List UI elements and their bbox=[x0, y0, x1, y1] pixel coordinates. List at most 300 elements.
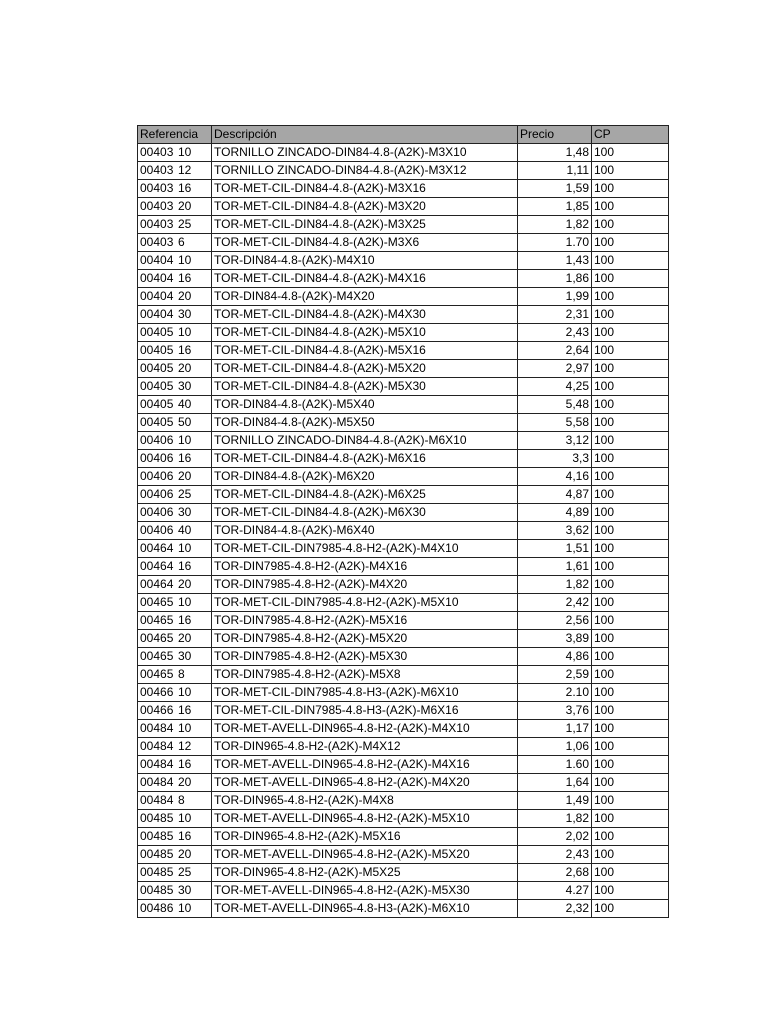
ref-code: 00405 bbox=[140, 415, 174, 429]
cell-descripcion: TOR-DIN84-4.8-(A2K)-M5X50 bbox=[212, 414, 518, 432]
table-row bbox=[138, 288, 669, 306]
cell-descripcion: TOR-DIN84-4.8-(A2K)-M4X10 bbox=[212, 252, 518, 270]
cell-cp: 100 bbox=[592, 864, 669, 882]
ref-size: 16 bbox=[178, 181, 192, 195]
ref-code: 00464 bbox=[140, 541, 174, 555]
cell-descripcion: TOR-MET-CIL-DIN84-4.8-(A2K)-M6X25 bbox=[212, 486, 518, 504]
cell-cp: 100 bbox=[592, 882, 669, 900]
table-row bbox=[138, 594, 669, 612]
cell-referencia bbox=[138, 810, 212, 828]
ref-size: 10 bbox=[178, 901, 192, 915]
cell-referencia bbox=[138, 360, 212, 378]
cell-cp: 100 bbox=[592, 378, 669, 396]
ref-code: 00406 bbox=[140, 505, 174, 519]
table-row bbox=[138, 810, 669, 828]
cell-precio: 2,68 bbox=[518, 864, 592, 882]
ref-size: 25 bbox=[178, 865, 192, 879]
ref-size: 20 bbox=[178, 577, 192, 591]
table-row bbox=[138, 666, 669, 684]
ref-size: 16 bbox=[178, 703, 192, 717]
table-row bbox=[138, 540, 669, 558]
cell-precio: 1.70 bbox=[518, 234, 592, 252]
table-row bbox=[138, 522, 669, 540]
ref-code: 00406 bbox=[140, 433, 174, 447]
table-row bbox=[138, 630, 669, 648]
cell-cp: 100 bbox=[592, 414, 669, 432]
ref-size: 16 bbox=[178, 271, 192, 285]
cell-precio: 1,48 bbox=[518, 144, 592, 162]
cell-descripcion: TOR-DIN965-4.8-H2-(A2K)-M4X12 bbox=[212, 738, 518, 756]
cell-cp: 100 bbox=[592, 216, 669, 234]
cell-referencia bbox=[138, 774, 212, 792]
ref-code: 00405 bbox=[140, 379, 174, 393]
price-table bbox=[137, 125, 669, 918]
cell-precio: 1,82 bbox=[518, 216, 592, 234]
cell-descripcion: TOR-MET-AVELL-DIN965-4.8-H2-(A2K)-M4X10 bbox=[212, 720, 518, 738]
ref-size: 20 bbox=[178, 469, 192, 483]
cell-precio: 1,43 bbox=[518, 252, 592, 270]
ref-code: 00485 bbox=[140, 829, 174, 843]
cell-referencia bbox=[138, 576, 212, 594]
cell-precio: 2,32 bbox=[518, 900, 592, 918]
table-row bbox=[138, 342, 669, 360]
table-row bbox=[138, 414, 669, 432]
ref-code: 00485 bbox=[140, 883, 174, 897]
cell-referencia bbox=[138, 630, 212, 648]
ref-size: 10 bbox=[178, 811, 192, 825]
table-row bbox=[138, 756, 669, 774]
table-row bbox=[138, 792, 669, 810]
ref-code: 00405 bbox=[140, 397, 174, 411]
cell-cp: 100 bbox=[592, 504, 669, 522]
cell-referencia bbox=[138, 612, 212, 630]
ref-code: 00405 bbox=[140, 325, 174, 339]
cell-referencia bbox=[138, 162, 212, 180]
ref-code: 00406 bbox=[140, 523, 174, 537]
cell-cp: 100 bbox=[592, 756, 669, 774]
table-row bbox=[138, 702, 669, 720]
cell-cp: 100 bbox=[592, 432, 669, 450]
cell-descripcion: TOR-MET-CIL-DIN84-4.8-(A2K)-M6X30 bbox=[212, 504, 518, 522]
table-row bbox=[138, 882, 669, 900]
cell-descripcion: TOR-MET-CIL-DIN84-4.8-(A2K)-M4X16 bbox=[212, 270, 518, 288]
ref-size: 40 bbox=[178, 397, 192, 411]
cell-referencia bbox=[138, 504, 212, 522]
cell-cp: 100 bbox=[592, 828, 669, 846]
ref-size: 20 bbox=[178, 847, 192, 861]
cell-referencia bbox=[138, 900, 212, 918]
cell-precio: 1,85 bbox=[518, 198, 592, 216]
ref-code: 00465 bbox=[140, 613, 174, 627]
cell-referencia bbox=[138, 540, 212, 558]
ref-size: 20 bbox=[178, 199, 192, 213]
cell-referencia bbox=[138, 414, 212, 432]
cell-cp: 100 bbox=[592, 738, 669, 756]
ref-code: 00484 bbox=[140, 775, 174, 789]
table-row bbox=[138, 738, 669, 756]
ref-size: 10 bbox=[178, 433, 192, 447]
cell-referencia bbox=[138, 342, 212, 360]
ref-size: 40 bbox=[178, 523, 192, 537]
ref-code: 00465 bbox=[140, 595, 174, 609]
ref-code: 00485 bbox=[140, 865, 174, 879]
cell-cp: 100 bbox=[592, 774, 669, 792]
cell-precio: 4.27 bbox=[518, 882, 592, 900]
cell-precio: 1,99 bbox=[518, 288, 592, 306]
ref-size: 30 bbox=[178, 379, 192, 393]
cell-precio: 2,56 bbox=[518, 612, 592, 630]
cell-cp: 100 bbox=[592, 450, 669, 468]
cell-cp: 100 bbox=[592, 540, 669, 558]
ref-code: 00464 bbox=[140, 577, 174, 591]
cell-referencia bbox=[138, 792, 212, 810]
ref-size: 30 bbox=[178, 649, 192, 663]
cell-precio: 3,12 bbox=[518, 432, 592, 450]
ref-code: 00484 bbox=[140, 757, 174, 771]
table-body bbox=[138, 144, 669, 918]
cell-descripcion: TOR-MET-AVELL-DIN965-4.8-H2-(A2K)-M4X16 bbox=[212, 756, 518, 774]
cell-cp: 100 bbox=[592, 594, 669, 612]
cell-precio: 3,62 bbox=[518, 522, 592, 540]
ref-size: 8 bbox=[178, 667, 185, 681]
ref-size: 10 bbox=[178, 595, 192, 609]
cell-cp: 100 bbox=[592, 702, 669, 720]
cell-precio: 1,61 bbox=[518, 558, 592, 576]
cell-cp: 100 bbox=[592, 630, 669, 648]
cell-referencia bbox=[138, 756, 212, 774]
cell-descripcion: TOR-DIN84-4.8-(A2K)-M6X20 bbox=[212, 468, 518, 486]
cell-precio: 2,64 bbox=[518, 342, 592, 360]
cell-descripcion: TOR-DIN7985-4.8-H2-(A2K)-M4X20 bbox=[212, 576, 518, 594]
cell-precio: 4,87 bbox=[518, 486, 592, 504]
cell-precio: 1,82 bbox=[518, 810, 592, 828]
table-row bbox=[138, 648, 669, 666]
cell-referencia bbox=[138, 180, 212, 198]
table-row bbox=[138, 612, 669, 630]
ref-code: 00405 bbox=[140, 343, 174, 357]
cell-descripcion: TOR-MET-CIL-DIN84-4.8-(A2K)-M3X25 bbox=[212, 216, 518, 234]
ref-size: 10 bbox=[178, 685, 192, 699]
cell-referencia bbox=[138, 288, 212, 306]
column-header-cp: CP bbox=[592, 126, 669, 144]
cell-cp: 100 bbox=[592, 180, 669, 198]
cell-cp: 100 bbox=[592, 792, 669, 810]
cell-descripcion: TOR-MET-CIL-DIN7985-4.8-H2-(A2K)-M5X10 bbox=[212, 594, 518, 612]
cell-precio: 5,48 bbox=[518, 396, 592, 414]
cell-descripcion: TOR-MET-AVELL-DIN965-4.8-H2-(A2K)-M4X20 bbox=[212, 774, 518, 792]
cell-precio: 1,17 bbox=[518, 720, 592, 738]
table-row bbox=[138, 720, 669, 738]
ref-code: 00484 bbox=[140, 739, 174, 753]
cell-referencia bbox=[138, 396, 212, 414]
table-row bbox=[138, 576, 669, 594]
cell-referencia bbox=[138, 864, 212, 882]
table-row bbox=[138, 234, 669, 252]
ref-size: 10 bbox=[178, 325, 192, 339]
table-row bbox=[138, 504, 669, 522]
cell-cp: 100 bbox=[592, 810, 669, 828]
cell-cp: 100 bbox=[592, 162, 669, 180]
ref-code: 00484 bbox=[140, 721, 174, 735]
cell-referencia bbox=[138, 882, 212, 900]
cell-referencia bbox=[138, 144, 212, 162]
cell-referencia bbox=[138, 270, 212, 288]
cell-descripcion: TOR-DIN965-4.8-H2-(A2K)-M4X8 bbox=[212, 792, 518, 810]
cell-precio: 2,42 bbox=[518, 594, 592, 612]
cell-cp: 100 bbox=[592, 522, 669, 540]
cell-descripcion: TOR-MET-CIL-DIN84-4.8-(A2K)-M5X20 bbox=[212, 360, 518, 378]
ref-code: 00465 bbox=[140, 667, 174, 681]
cell-descripcion: TOR-DIN84-4.8-(A2K)-M4X20 bbox=[212, 288, 518, 306]
ref-code: 00404 bbox=[140, 253, 174, 267]
cell-precio: 1,59 bbox=[518, 180, 592, 198]
cell-descripcion: TOR-MET-CIL-DIN84-4.8-(A2K)-M5X30 bbox=[212, 378, 518, 396]
cell-precio: 1,11 bbox=[518, 162, 592, 180]
ref-size: 16 bbox=[178, 343, 192, 357]
cell-precio: 5,58 bbox=[518, 414, 592, 432]
ref-size: 30 bbox=[178, 307, 192, 321]
ref-code: 00403 bbox=[140, 163, 174, 177]
ref-code: 00403 bbox=[140, 235, 174, 249]
cell-descripcion: TOR-DIN965-4.8-H2-(A2K)-M5X16 bbox=[212, 828, 518, 846]
cell-referencia bbox=[138, 684, 212, 702]
cell-descripcion: TOR-MET-CIL-DIN7985-4.8-H2-(A2K)-M4X10 bbox=[212, 540, 518, 558]
cell-referencia bbox=[138, 450, 212, 468]
cell-cp: 100 bbox=[592, 306, 669, 324]
table-row bbox=[138, 396, 669, 414]
cell-precio: 2,43 bbox=[518, 846, 592, 864]
ref-size: 20 bbox=[178, 361, 192, 375]
cell-descripcion: TOR-MET-CIL-DIN84-4.8-(A2K)-M3X6 bbox=[212, 234, 518, 252]
ref-size: 10 bbox=[178, 145, 192, 159]
cell-referencia bbox=[138, 468, 212, 486]
cell-cp: 100 bbox=[592, 396, 669, 414]
ref-code: 00403 bbox=[140, 217, 174, 231]
cell-referencia bbox=[138, 702, 212, 720]
cell-descripcion: TOR-MET-CIL-DIN84-4.8-(A2K)-M3X20 bbox=[212, 198, 518, 216]
ref-code: 00404 bbox=[140, 307, 174, 321]
cell-precio: 2.10 bbox=[518, 684, 592, 702]
cell-precio: 2,97 bbox=[518, 360, 592, 378]
ref-code: 00465 bbox=[140, 631, 174, 645]
cell-precio: 4,89 bbox=[518, 504, 592, 522]
ref-size: 16 bbox=[178, 613, 192, 627]
cell-referencia bbox=[138, 216, 212, 234]
cell-precio: 2,31 bbox=[518, 306, 592, 324]
ref-code: 00404 bbox=[140, 289, 174, 303]
cell-descripcion: TORNILLO ZINCADO-DIN84-4.8-(A2K)-M3X10 bbox=[212, 144, 518, 162]
ref-code: 00406 bbox=[140, 451, 174, 465]
table-row bbox=[138, 216, 669, 234]
cell-descripcion: TOR-MET-CIL-DIN84-4.8-(A2K)-M6X16 bbox=[212, 450, 518, 468]
ref-code: 00464 bbox=[140, 559, 174, 573]
cell-precio: 4,25 bbox=[518, 378, 592, 396]
cell-precio: 2,59 bbox=[518, 666, 592, 684]
ref-code: 00404 bbox=[140, 271, 174, 285]
table-row bbox=[138, 468, 669, 486]
ref-code: 00485 bbox=[140, 847, 174, 861]
ref-code: 00403 bbox=[140, 199, 174, 213]
ref-code: 00405 bbox=[140, 361, 174, 375]
cell-referencia bbox=[138, 378, 212, 396]
ref-size: 20 bbox=[178, 775, 192, 789]
ref-size: 25 bbox=[178, 487, 192, 501]
cell-precio: 4,16 bbox=[518, 468, 592, 486]
table-row bbox=[138, 270, 669, 288]
table-row bbox=[138, 198, 669, 216]
column-header-descripcion: Descripción bbox=[212, 126, 518, 144]
table-row bbox=[138, 684, 669, 702]
ref-size: 10 bbox=[178, 541, 192, 555]
table-row bbox=[138, 306, 669, 324]
ref-code: 00406 bbox=[140, 469, 174, 483]
ref-code: 00485 bbox=[140, 811, 174, 825]
table-row bbox=[138, 180, 669, 198]
cell-descripcion: TOR-MET-CIL-DIN7985-4.8-H3-(A2K)-M6X10 bbox=[212, 684, 518, 702]
cell-precio: 1,06 bbox=[518, 738, 592, 756]
cell-descripcion: TOR-MET-AVELL-DIN965-4.8-H2-(A2K)-M5X20 bbox=[212, 846, 518, 864]
table-row bbox=[138, 828, 669, 846]
cell-descripcion: TOR-DIN965-4.8-H2-(A2K)-M5X25 bbox=[212, 864, 518, 882]
ref-size: 20 bbox=[178, 289, 192, 303]
ref-code: 00403 bbox=[140, 145, 174, 159]
cell-descripcion: TORNILLO ZINCADO-DIN84-4.8-(A2K)-M3X12 bbox=[212, 162, 518, 180]
ref-size: 16 bbox=[178, 829, 192, 843]
cell-descripcion: TOR-DIN7985-4.8-H2-(A2K)-M5X30 bbox=[212, 648, 518, 666]
ref-size: 10 bbox=[178, 253, 192, 267]
price-list-sheet bbox=[137, 125, 669, 918]
cell-cp: 100 bbox=[592, 288, 669, 306]
cell-descripcion: TOR-MET-AVELL-DIN965-4.8-H3-(A2K)-M6X10 bbox=[212, 900, 518, 918]
header-row bbox=[138, 126, 669, 144]
cell-precio: 4,86 bbox=[518, 648, 592, 666]
table-row bbox=[138, 450, 669, 468]
cell-descripcion: TOR-MET-AVELL-DIN965-4.8-H2-(A2K)-M5X30 bbox=[212, 882, 518, 900]
ref-size: 16 bbox=[178, 757, 192, 771]
table-row bbox=[138, 774, 669, 792]
cell-descripcion: TOR-DIN84-4.8-(A2K)-M6X40 bbox=[212, 522, 518, 540]
cell-precio: 3,76 bbox=[518, 702, 592, 720]
cell-cp: 100 bbox=[592, 576, 669, 594]
ref-code: 00465 bbox=[140, 649, 174, 663]
column-header-referencia: Referencia bbox=[138, 126, 212, 144]
table-row bbox=[138, 360, 669, 378]
cell-cp: 100 bbox=[592, 666, 669, 684]
table-row bbox=[138, 846, 669, 864]
cell-referencia bbox=[138, 666, 212, 684]
cell-referencia bbox=[138, 234, 212, 252]
column-header-precio: Precio bbox=[518, 126, 592, 144]
ref-size: 20 bbox=[178, 631, 192, 645]
cell-cp: 100 bbox=[592, 198, 669, 216]
ref-size: 50 bbox=[178, 415, 192, 429]
cell-referencia bbox=[138, 828, 212, 846]
table-row bbox=[138, 900, 669, 918]
cell-referencia bbox=[138, 558, 212, 576]
cell-precio: 2,02 bbox=[518, 828, 592, 846]
cell-referencia bbox=[138, 738, 212, 756]
cell-referencia bbox=[138, 486, 212, 504]
ref-code: 00486 bbox=[140, 901, 174, 915]
cell-cp: 100 bbox=[592, 846, 669, 864]
cell-cp: 100 bbox=[592, 252, 669, 270]
ref-size: 16 bbox=[178, 451, 192, 465]
table-row bbox=[138, 558, 669, 576]
cell-cp: 100 bbox=[592, 720, 669, 738]
cell-cp: 100 bbox=[592, 558, 669, 576]
cell-descripcion: TOR-MET-CIL-DIN84-4.8-(A2K)-M5X16 bbox=[212, 342, 518, 360]
cell-referencia bbox=[138, 252, 212, 270]
ref-code: 00403 bbox=[140, 181, 174, 195]
cell-descripcion: TOR-DIN84-4.8-(A2K)-M5X40 bbox=[212, 396, 518, 414]
cell-cp: 100 bbox=[592, 234, 669, 252]
ref-code: 00466 bbox=[140, 703, 174, 717]
cell-descripcion: TOR-MET-CIL-DIN7985-4.8-H3-(A2K)-M6X16 bbox=[212, 702, 518, 720]
ref-size: 12 bbox=[178, 163, 192, 177]
cell-descripcion: TOR-MET-CIL-DIN84-4.8-(A2K)-M3X16 bbox=[212, 180, 518, 198]
cell-precio: 3,3 bbox=[518, 450, 592, 468]
cell-precio: 1,51 bbox=[518, 540, 592, 558]
ref-size: 6 bbox=[178, 235, 185, 249]
ref-code: 00484 bbox=[140, 793, 174, 807]
cell-cp: 100 bbox=[592, 360, 669, 378]
cell-referencia bbox=[138, 306, 212, 324]
table-row bbox=[138, 144, 669, 162]
cell-cp: 100 bbox=[592, 648, 669, 666]
cell-precio: 1,82 bbox=[518, 576, 592, 594]
cell-referencia bbox=[138, 720, 212, 738]
cell-referencia bbox=[138, 432, 212, 450]
cell-referencia bbox=[138, 522, 212, 540]
table-row bbox=[138, 162, 669, 180]
ref-code: 00406 bbox=[140, 487, 174, 501]
cell-descripcion: TOR-DIN7985-4.8-H2-(A2K)-M4X16 bbox=[212, 558, 518, 576]
ref-size: 10 bbox=[178, 721, 192, 735]
ref-code: 00466 bbox=[140, 685, 174, 699]
cell-cp: 100 bbox=[592, 270, 669, 288]
cell-referencia bbox=[138, 198, 212, 216]
cell-referencia bbox=[138, 648, 212, 666]
cell-cp: 100 bbox=[592, 324, 669, 342]
table-row bbox=[138, 252, 669, 270]
cell-cp: 100 bbox=[592, 900, 669, 918]
table-header bbox=[138, 126, 669, 144]
ref-size: 12 bbox=[178, 739, 192, 753]
cell-cp: 100 bbox=[592, 486, 669, 504]
cell-descripcion: TOR-MET-CIL-DIN84-4.8-(A2K)-M5X10 bbox=[212, 324, 518, 342]
cell-descripcion: TOR-MET-AVELL-DIN965-4.8-H2-(A2K)-M5X10 bbox=[212, 810, 518, 828]
cell-referencia bbox=[138, 324, 212, 342]
ref-size: 16 bbox=[178, 559, 192, 573]
cell-precio: 1,64 bbox=[518, 774, 592, 792]
cell-precio: 1.60 bbox=[518, 756, 592, 774]
ref-size: 8 bbox=[178, 793, 185, 807]
cell-descripcion: TOR-MET-CIL-DIN84-4.8-(A2K)-M4X30 bbox=[212, 306, 518, 324]
cell-precio: 1,86 bbox=[518, 270, 592, 288]
cell-referencia bbox=[138, 594, 212, 612]
cell-descripcion: TOR-DIN7985-4.8-H2-(A2K)-M5X20 bbox=[212, 630, 518, 648]
cell-descripcion: TOR-DIN7985-4.8-H2-(A2K)-M5X16 bbox=[212, 612, 518, 630]
cell-precio: 2,43 bbox=[518, 324, 592, 342]
cell-cp: 100 bbox=[592, 612, 669, 630]
ref-size: 30 bbox=[178, 505, 192, 519]
cell-precio: 3,89 bbox=[518, 630, 592, 648]
cell-referencia bbox=[138, 846, 212, 864]
ref-size: 30 bbox=[178, 883, 192, 897]
ref-size: 25 bbox=[178, 217, 192, 231]
cell-descripcion: TORNILLO ZINCADO-DIN84-4.8-(A2K)-M6X10 bbox=[212, 432, 518, 450]
table-row bbox=[138, 324, 669, 342]
